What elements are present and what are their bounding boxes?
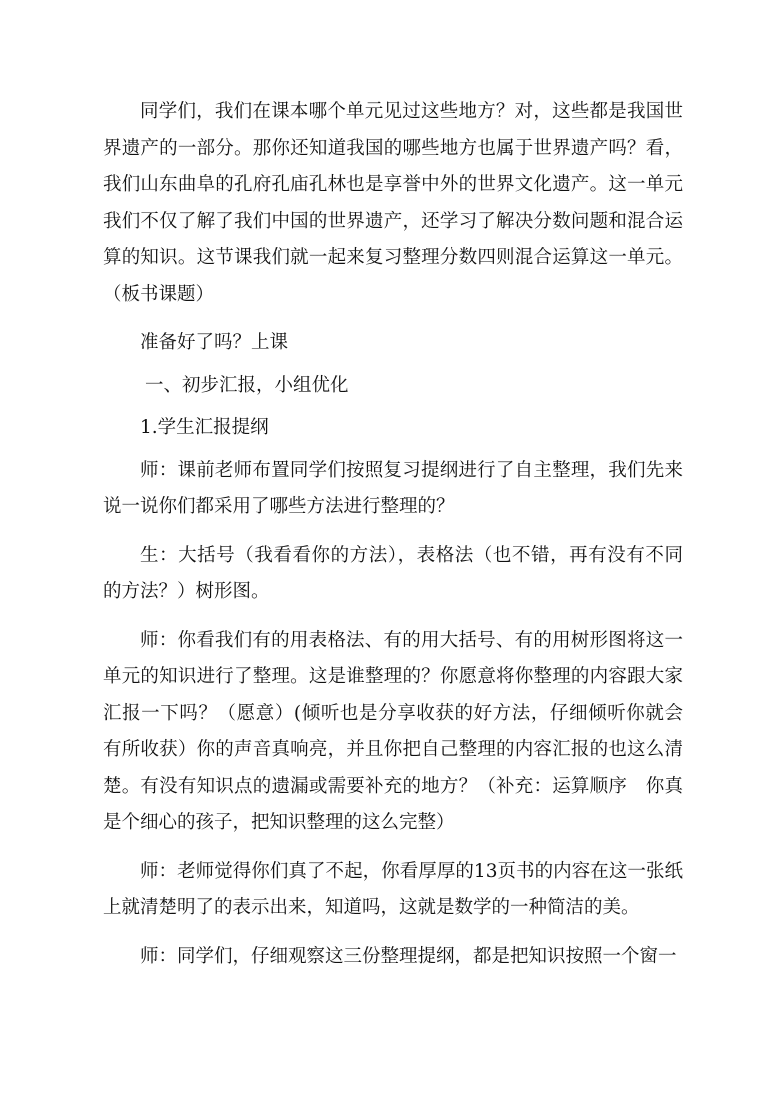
paragraph-teacher-4: 师：同学们，仔细观察这三份整理提纲，都是把知识按照一个窗一: [140, 945, 677, 967]
document-body: [103, 94, 683, 975]
subsection-heading: 1.学生汇报提纲: [140, 417, 269, 438]
section-heading: 一、初步汇报，小组优化: [145, 374, 349, 396]
paragraph-student: 生：大括号（我看看你的方法），表格法（也不错，再有没有不同的方法？）树形图。: [103, 544, 683, 602]
paragraph-teacher-1: 师：课前老师布置同学们按照复习提纲进行了自主整理，我们先来说一说你们都采用了哪些方法进行整理的？: [103, 459, 683, 517]
paragraph-ready: 准备好了吗？上课: [140, 332, 289, 353]
paragraph-teacher-3: 师：老师觉得你们真了不起，你看厚厚的13页书的内容在这一张纸上就清楚明了的表示出来，知道吗，这就是数学的一种简洁的美。: [103, 860, 683, 918]
paragraph-teacher-2: 师：你看我们有的用表格法、有的用大括号、有的用树形图将这一单元的知识进行了整理。这是谁整理的？你愿意将你整理的内容跟大家汇报一下吗？（愿意）(倾听也是分享收获的好方法，仔细倾听你就会有所收获）你的声音真响亮，并且你把自己整理的内容汇报的也这么清楚。有没有知识点的遗漏或需要补充的地方？（补充：运算顺序 你真是个细心的孩子，把知识整理的这么完整）: [103, 629, 683, 833]
paragraph-intro: 同学们，我们在课本哪个单元见过这些地方？对，这些都是我国世界遗产的一部分。那你还知道我国的哪些地方也属于世界遗产吗？看，我们山东曲阜的孔府孔庙孔林也是享誉中外的世界文化遗产。这一单元我们不仅了解了我们中国的世界遗产，还学习了解决分数问题和混合运算的知识。这节课我们就一起来复习整理分数四则混合运算这一单元。（板书课题）: [103, 101, 683, 305]
